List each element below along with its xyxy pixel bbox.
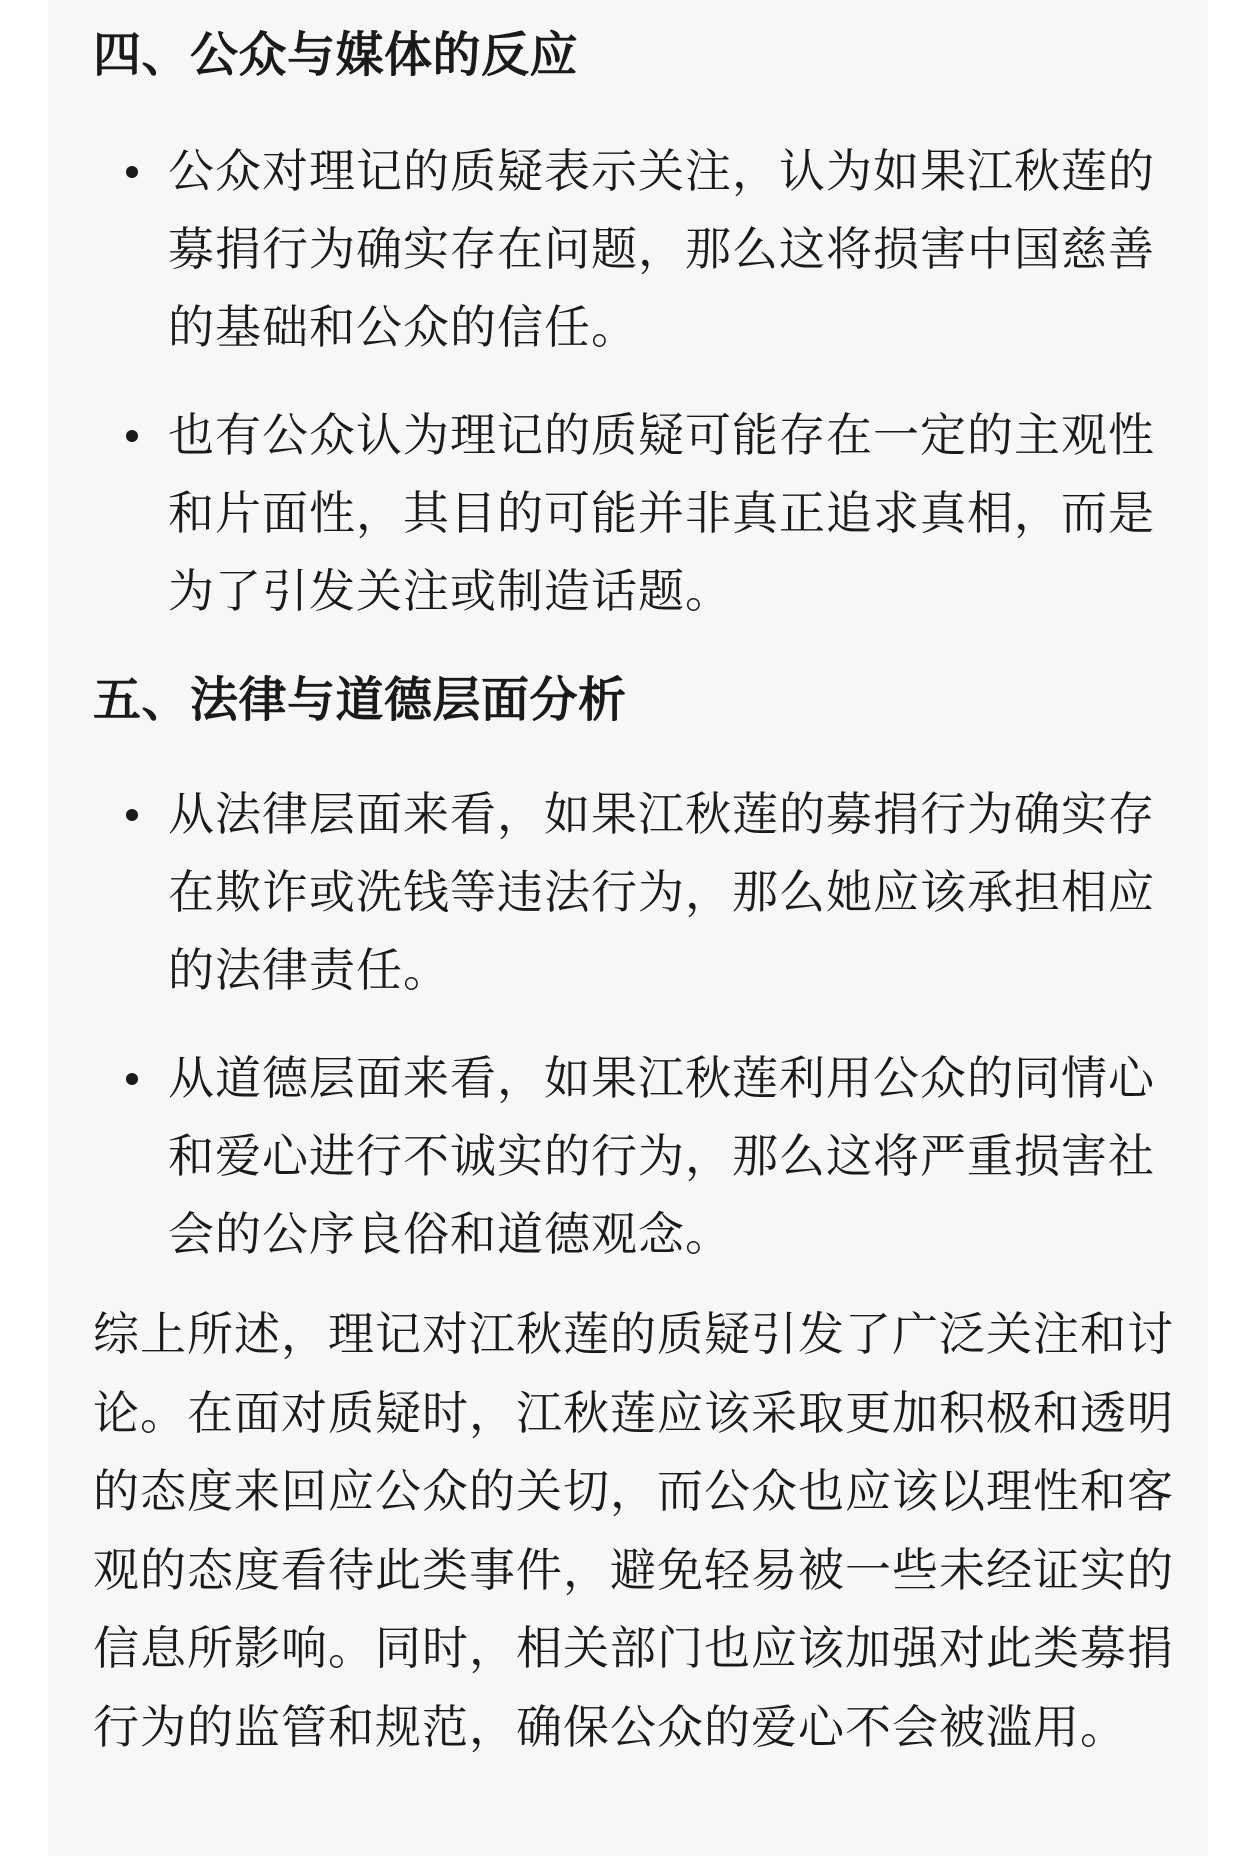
bullet-dot-icon bbox=[126, 430, 138, 442]
bullet-dot-icon bbox=[126, 166, 138, 178]
list-item bbox=[93, 1039, 1158, 1273]
list-item bbox=[93, 775, 1158, 1009]
message-panel bbox=[48, 0, 1208, 1856]
section-heading-public-media-reaction: 四、公众与媒体的反应 bbox=[93, 27, 579, 83]
bullet-dot-icon bbox=[126, 1073, 138, 1085]
list-item-text: 也有公众认为理记的质疑可能存在一定的主观性和片面性，其目的可能并非真正追求真相，而是为了引发关注或制造话题。 bbox=[168, 408, 1155, 618]
section-heading-legal-moral-analysis: 五、法律与道德层面分析 bbox=[93, 672, 627, 728]
list-item-text: 从道德层面来看，如果江秋莲利用公众的同情心和爱心进行不诚实的行为，那么这将严重损害社会的公序良俗和道德观念。 bbox=[168, 1051, 1155, 1261]
bullet-list-legal-moral bbox=[93, 775, 1173, 1303]
list-item bbox=[93, 132, 1158, 366]
list-item-text: 公众对理记的质疑表示关注，认为如果江秋莲的募捐行为确实存在问题，那么这将损害中国慈善的基础和公众的信任。 bbox=[168, 144, 1155, 354]
bullet-dot-icon bbox=[126, 809, 138, 821]
bullet-list-public-reaction bbox=[93, 132, 1173, 660]
list-item bbox=[93, 396, 1158, 630]
list-item-text: 从法律层面来看，如果江秋莲的募捐行为确实存在欺诈或洗钱等违法行为，那么她应该承担相应的法律责任。 bbox=[168, 787, 1155, 997]
summary-paragraph: 综上所述，理记对江秋莲的质疑引发了广泛关注和讨论。在面对质疑时，江秋莲应该采取更加积极和透明的态度来回应公众的关切，而公众也应该以理性和客观的态度看待此类事件，避免轻易被一些未经证实的信息所影响。同时，相关部门也应该加强对此类募捐行为的监管和规范，确保公众的爱心不会被滥用。 bbox=[93, 1307, 1174, 1754]
